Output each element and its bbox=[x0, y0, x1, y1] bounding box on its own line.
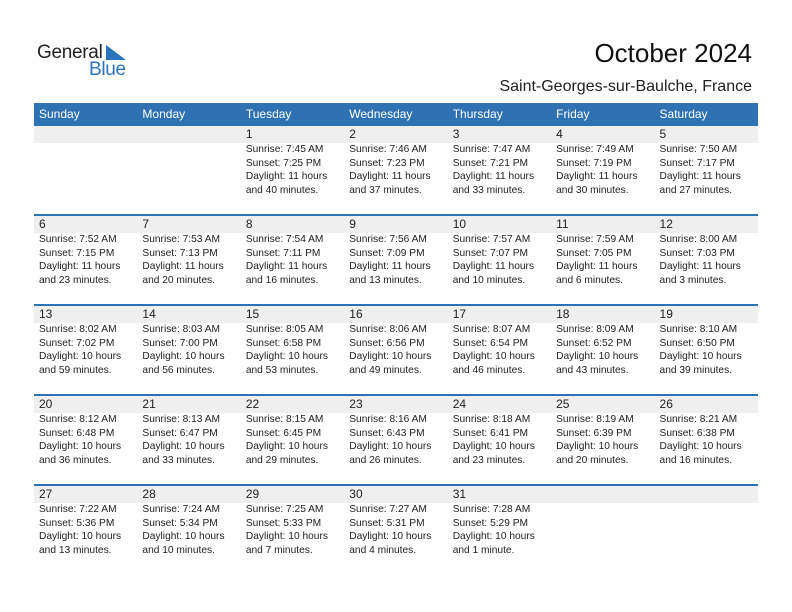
sunrise-text: Sunrise: 8:15 AM bbox=[245, 414, 324, 425]
sunset-text: Sunset: 5:36 PM bbox=[39, 517, 115, 529]
sunrise-text: Sunrise: 8:03 AM bbox=[142, 324, 221, 335]
sunrise-text: Sunrise: 7:57 AM bbox=[452, 234, 531, 245]
daylight-text: Daylight: 10 hours bbox=[349, 441, 432, 453]
day-cell bbox=[34, 306, 137, 377]
daylight-text: Daylight: 10 hours bbox=[39, 531, 122, 543]
day-number: 27 bbox=[39, 487, 53, 501]
daylight-minutes-text: and 53 minutes. bbox=[245, 364, 319, 376]
daylight-text: Daylight: 11 hours bbox=[659, 261, 741, 273]
daylight-minutes-text: and 26 minutes. bbox=[349, 454, 422, 466]
day-number: 9 bbox=[349, 217, 356, 231]
sunrise-text: Sunrise: 7:28 AM bbox=[452, 504, 531, 515]
daylight-text: Daylight: 11 hours bbox=[39, 261, 121, 273]
day-cell bbox=[655, 486, 758, 557]
weekday-header-row bbox=[34, 103, 758, 126]
sunset-text: Sunset: 7:25 PM bbox=[245, 157, 322, 169]
day-cell bbox=[655, 126, 758, 197]
daylight-text: Daylight: 10 hours bbox=[556, 441, 639, 453]
sunset-text: Sunset: 6:58 PM bbox=[245, 337, 322, 349]
logo-text-blue: Blue bbox=[89, 59, 126, 80]
sunrise-text: Sunrise: 8:05 AM bbox=[245, 324, 324, 335]
daylight-minutes-text: and 27 minutes. bbox=[659, 184, 733, 196]
day-number: 14 bbox=[142, 307, 156, 321]
day-number: 15 bbox=[245, 307, 260, 321]
sunset-text: Sunset: 7:07 PM bbox=[452, 247, 529, 259]
day-cell bbox=[551, 216, 654, 287]
day-cell bbox=[241, 306, 344, 377]
day-number: 6 bbox=[39, 217, 46, 231]
sunset-text: Sunset: 5:34 PM bbox=[142, 517, 218, 529]
sunset-text: Sunset: 6:45 PM bbox=[245, 427, 322, 439]
day-cell bbox=[241, 216, 344, 287]
day-cell bbox=[344, 216, 447, 287]
sunrise-text: Sunrise: 7:52 AM bbox=[39, 234, 117, 245]
sunset-text: Sunset: 5:31 PM bbox=[349, 517, 425, 529]
day-cell bbox=[137, 126, 240, 197]
daylight-text: Daylight: 10 hours bbox=[556, 351, 639, 363]
daylight-minutes-text: and 56 minutes. bbox=[142, 364, 215, 376]
daylight-text: Daylight: 11 hours bbox=[452, 171, 535, 183]
day-number: 29 bbox=[245, 487, 260, 501]
sunset-text: Sunset: 7:21 PM bbox=[452, 157, 529, 169]
day-number: 22 bbox=[245, 397, 260, 411]
sunset-text: Sunset: 7:17 PM bbox=[659, 157, 735, 169]
sunrise-text: Sunrise: 7:54 AM bbox=[245, 234, 324, 245]
logo bbox=[37, 42, 137, 82]
daylight-minutes-text: and 20 minutes. bbox=[556, 454, 629, 466]
sunset-text: Sunset: 7:03 PM bbox=[659, 247, 735, 259]
sunrise-text: Sunrise: 7:24 AM bbox=[142, 504, 221, 515]
sunrise-text: Sunrise: 7:46 AM bbox=[349, 144, 427, 155]
sunrise-text: Sunrise: 7:50 AM bbox=[659, 144, 738, 155]
sunset-text: Sunset: 7:02 PM bbox=[39, 337, 115, 349]
day-cell bbox=[655, 396, 758, 467]
day-cell bbox=[551, 486, 654, 557]
sunrise-text: Sunrise: 8:06 AM bbox=[349, 324, 427, 335]
sunset-text: Sunset: 7:15 PM bbox=[39, 247, 115, 259]
sunset-text: Sunset: 6:47 PM bbox=[142, 427, 218, 439]
daylight-minutes-text: and 10 minutes. bbox=[452, 274, 526, 286]
sunset-text: Sunset: 6:48 PM bbox=[39, 427, 115, 439]
day-number: 28 bbox=[142, 487, 156, 501]
day-cell bbox=[448, 486, 551, 557]
daylight-minutes-text: and 4 minutes. bbox=[349, 544, 417, 556]
daylight-minutes-text: and 30 minutes. bbox=[556, 184, 629, 196]
day-number: 18 bbox=[556, 307, 570, 321]
day-cell bbox=[551, 396, 654, 467]
daylight-minutes-text: and 13 minutes. bbox=[39, 544, 112, 556]
sunrise-text: Sunrise: 7:22 AM bbox=[39, 504, 117, 515]
daylight-minutes-text: and 40 minutes. bbox=[245, 184, 319, 196]
daylight-text: Daylight: 10 hours bbox=[142, 351, 225, 363]
week-row bbox=[34, 304, 758, 394]
logo-triangle-icon bbox=[106, 45, 126, 60]
weekday-saturday: Saturday bbox=[659, 107, 708, 121]
sunset-text: Sunset: 6:56 PM bbox=[349, 337, 425, 349]
day-cell bbox=[551, 126, 654, 197]
daylight-minutes-text: and 16 minutes. bbox=[245, 274, 319, 286]
day-number: 30 bbox=[349, 487, 363, 501]
daylight-minutes-text: and 43 minutes. bbox=[556, 364, 629, 376]
sunset-text: Sunset: 7:23 PM bbox=[349, 157, 425, 169]
daylight-text: Daylight: 10 hours bbox=[659, 351, 742, 363]
day-cell bbox=[241, 396, 344, 467]
calendar-grid bbox=[34, 103, 758, 574]
sunset-text: Sunset: 7:00 PM bbox=[142, 337, 218, 349]
weekday-wednesday: Wednesday bbox=[349, 107, 413, 121]
daylight-minutes-text: and 33 minutes. bbox=[142, 454, 215, 466]
weekday-tuesday: Tuesday bbox=[245, 107, 292, 121]
daylight-minutes-text: and 10 minutes. bbox=[142, 544, 215, 556]
sunrise-text: Sunrise: 7:56 AM bbox=[349, 234, 427, 245]
daylight-minutes-text: and 1 minute. bbox=[452, 544, 515, 556]
day-number: 26 bbox=[659, 397, 673, 411]
day-cell bbox=[448, 126, 551, 197]
daylight-minutes-text: and 16 minutes. bbox=[659, 454, 733, 466]
daylight-text: Daylight: 11 hours bbox=[452, 261, 535, 273]
day-cell bbox=[137, 216, 240, 287]
sunrise-text: Sunrise: 8:12 AM bbox=[39, 414, 117, 425]
daylight-text: Daylight: 10 hours bbox=[39, 441, 122, 453]
day-cell bbox=[344, 486, 447, 557]
day-cell bbox=[344, 396, 447, 467]
sunset-text: Sunset: 7:19 PM bbox=[556, 157, 632, 169]
sunrise-text: Sunrise: 8:13 AM bbox=[142, 414, 221, 425]
day-number bbox=[142, 126, 240, 143]
day-number: 1 bbox=[245, 127, 253, 141]
day-cell bbox=[34, 486, 137, 557]
weekday-monday: Monday bbox=[142, 107, 186, 121]
day-cell bbox=[137, 396, 240, 467]
day-number: 13 bbox=[39, 307, 53, 321]
weekday-sunday: Sunday bbox=[39, 107, 80, 121]
daylight-text: Daylight: 10 hours bbox=[245, 351, 328, 363]
week-row bbox=[34, 126, 758, 214]
sunrise-text: Sunrise: 8:16 AM bbox=[349, 414, 427, 425]
daylight-text: Daylight: 10 hours bbox=[452, 531, 535, 543]
week-row bbox=[34, 394, 758, 484]
day-number: 2 bbox=[349, 127, 356, 141]
day-cell bbox=[551, 306, 654, 377]
day-number: 24 bbox=[452, 397, 467, 411]
day-number: 16 bbox=[349, 307, 363, 321]
sunset-text: Sunset: 6:50 PM bbox=[659, 337, 735, 349]
sunset-text: Sunset: 6:39 PM bbox=[556, 427, 632, 439]
daylight-minutes-text: and 6 minutes. bbox=[556, 274, 623, 286]
day-number: 5 bbox=[659, 127, 667, 141]
day-cell bbox=[34, 396, 137, 467]
daylight-text: Daylight: 11 hours bbox=[556, 171, 638, 183]
page-title: October 2024 bbox=[594, 38, 752, 68]
day-number: 3 bbox=[452, 127, 460, 141]
sunset-text: Sunset: 7:05 PM bbox=[556, 247, 632, 259]
day-number: 19 bbox=[659, 307, 673, 321]
sunrise-text: Sunrise: 7:53 AM bbox=[142, 234, 221, 245]
week-row bbox=[34, 484, 758, 574]
day-cell bbox=[655, 306, 758, 377]
daylight-minutes-text: and 33 minutes. bbox=[452, 184, 526, 196]
day-number: 21 bbox=[142, 397, 156, 411]
sunrise-text: Sunrise: 7:59 AM bbox=[556, 234, 634, 245]
daylight-minutes-text: and 13 minutes. bbox=[349, 274, 422, 286]
sunrise-text: Sunrise: 8:10 AM bbox=[659, 324, 738, 335]
sunrise-text: Sunrise: 8:02 AM bbox=[39, 324, 117, 335]
sunset-text: Sunset: 7:09 PM bbox=[349, 247, 425, 259]
daylight-text: Daylight: 10 hours bbox=[142, 531, 225, 543]
sunrise-text: Sunrise: 7:25 AM bbox=[245, 504, 324, 515]
daylight-text: Daylight: 10 hours bbox=[245, 531, 328, 543]
daylight-text: Daylight: 10 hours bbox=[245, 441, 328, 453]
sunset-text: Sunset: 5:33 PM bbox=[245, 517, 322, 529]
sunset-text: Sunset: 6:41 PM bbox=[452, 427, 529, 439]
daylight-text: Daylight: 11 hours bbox=[142, 261, 224, 273]
daylight-text: Daylight: 11 hours bbox=[556, 261, 638, 273]
daylight-text: Daylight: 10 hours bbox=[349, 531, 432, 543]
day-cell bbox=[448, 396, 551, 467]
day-number: 11 bbox=[556, 217, 569, 231]
daylight-text: Daylight: 10 hours bbox=[452, 351, 535, 363]
weekday-friday: Friday bbox=[556, 107, 590, 121]
sunrise-text: Sunrise: 8:00 AM bbox=[659, 234, 738, 245]
daylight-text: Daylight: 11 hours bbox=[349, 171, 431, 183]
sunrise-text: Sunrise: 7:47 AM bbox=[452, 144, 531, 155]
sunrise-text: Sunrise: 8:21 AM bbox=[659, 414, 738, 425]
sunset-text: Sunset: 7:11 PM bbox=[245, 247, 321, 259]
week-cells bbox=[34, 126, 758, 197]
day-number: 8 bbox=[245, 217, 253, 231]
sunrise-text: Sunrise: 8:09 AM bbox=[556, 324, 634, 335]
day-number: 20 bbox=[39, 397, 53, 411]
day-cell bbox=[241, 126, 344, 197]
daylight-minutes-text: and 23 minutes. bbox=[452, 454, 526, 466]
day-cell bbox=[34, 126, 137, 197]
daylight-minutes-text: and 23 minutes. bbox=[39, 274, 112, 286]
daylight-minutes-text: and 3 minutes. bbox=[659, 274, 727, 286]
daylight-text: Daylight: 10 hours bbox=[452, 441, 535, 453]
sunset-text: Sunset: 7:13 PM bbox=[142, 247, 218, 259]
sunset-text: Sunset: 6:43 PM bbox=[349, 427, 425, 439]
day-number: 31 bbox=[452, 487, 467, 501]
week-cells bbox=[34, 216, 758, 287]
weeks-container bbox=[34, 126, 758, 574]
day-cell bbox=[241, 486, 344, 557]
day-cell bbox=[448, 306, 551, 377]
day-cell bbox=[655, 216, 758, 287]
day-number: 10 bbox=[452, 217, 467, 231]
week-row bbox=[34, 214, 758, 304]
day-cell bbox=[34, 216, 137, 287]
day-number: 4 bbox=[556, 127, 563, 141]
daylight-minutes-text: and 29 minutes. bbox=[245, 454, 319, 466]
location-subtitle: Saint-Georges-sur-Baulche, France bbox=[499, 78, 752, 95]
sunrise-text: Sunrise: 8:07 AM bbox=[452, 324, 531, 335]
sunset-text: Sunset: 6:38 PM bbox=[659, 427, 735, 439]
sunrise-text: Sunrise: 8:18 AM bbox=[452, 414, 531, 425]
daylight-text: Daylight: 11 hours bbox=[659, 171, 741, 183]
day-cell bbox=[344, 306, 447, 377]
sunset-text: Sunset: 5:29 PM bbox=[452, 517, 529, 529]
week-cells bbox=[34, 396, 758, 467]
daylight-text: Daylight: 10 hours bbox=[349, 351, 432, 363]
day-number bbox=[39, 126, 137, 143]
daylight-minutes-text: and 49 minutes. bbox=[349, 364, 422, 376]
day-number: 25 bbox=[556, 397, 570, 411]
logo-text-general: General bbox=[37, 42, 103, 63]
day-number: 7 bbox=[142, 217, 150, 231]
day-number: 12 bbox=[659, 217, 673, 231]
sunrise-text: Sunrise: 7:27 AM bbox=[349, 504, 427, 515]
daylight-minutes-text: and 39 minutes. bbox=[659, 364, 733, 376]
day-cell bbox=[448, 216, 551, 287]
daylight-minutes-text: and 37 minutes. bbox=[349, 184, 422, 196]
daylight-text: Daylight: 11 hours bbox=[349, 261, 431, 273]
day-cell bbox=[137, 486, 240, 557]
daylight-text: Daylight: 10 hours bbox=[39, 351, 122, 363]
week-cells bbox=[34, 486, 758, 557]
daylight-text: Daylight: 11 hours bbox=[245, 261, 328, 273]
daylight-text: Daylight: 11 hours bbox=[245, 171, 328, 183]
day-number bbox=[660, 486, 758, 503]
day-cell bbox=[344, 126, 447, 197]
day-number: 23 bbox=[349, 397, 363, 411]
daylight-minutes-text: and 59 minutes. bbox=[39, 364, 112, 376]
sunrise-text: Sunrise: 7:49 AM bbox=[556, 144, 634, 155]
sunrise-text: Sunrise: 7:45 AM bbox=[245, 144, 324, 155]
daylight-minutes-text: and 46 minutes. bbox=[452, 364, 526, 376]
daylight-minutes-text: and 20 minutes. bbox=[142, 274, 215, 286]
day-number bbox=[556, 486, 654, 503]
daylight-text: Daylight: 10 hours bbox=[659, 441, 742, 453]
sunset-text: Sunset: 6:52 PM bbox=[556, 337, 632, 349]
day-cell bbox=[137, 306, 240, 377]
day-number: 17 bbox=[452, 307, 467, 321]
sunrise-text: Sunrise: 8:19 AM bbox=[556, 414, 634, 425]
daylight-minutes-text: and 36 minutes. bbox=[39, 454, 112, 466]
daylight-text: Daylight: 10 hours bbox=[142, 441, 225, 453]
week-cells bbox=[34, 306, 758, 377]
weekday-thursday: Thursday bbox=[452, 107, 503, 121]
sunset-text: Sunset: 6:54 PM bbox=[452, 337, 529, 349]
daylight-minutes-text: and 7 minutes. bbox=[245, 544, 313, 556]
